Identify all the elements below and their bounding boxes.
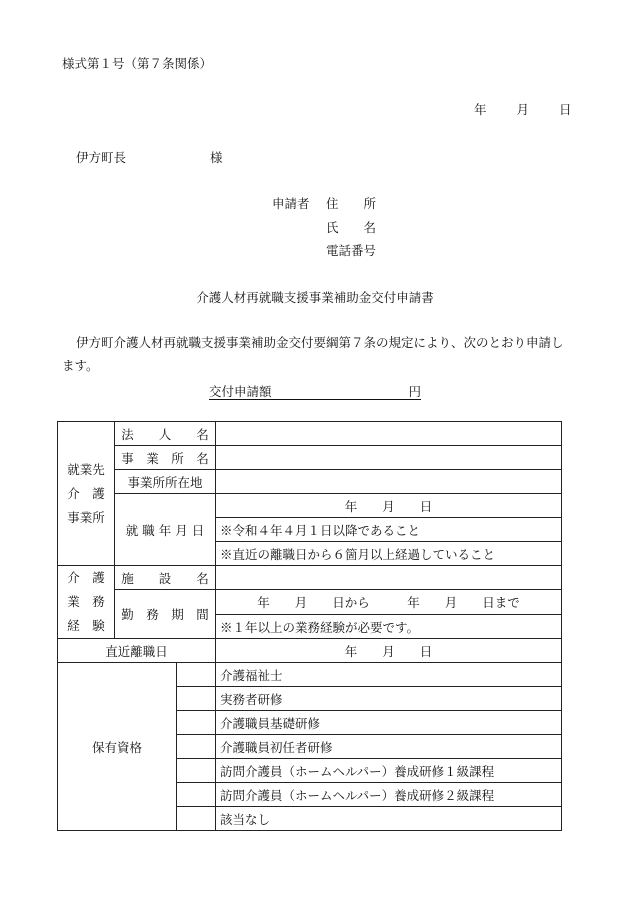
addressee-name: 伊方町長 bbox=[76, 150, 127, 165]
honorific: 様 bbox=[210, 150, 223, 165]
work-period-field[interactable]: 年 月 日から 年 月 日まで bbox=[216, 590, 562, 615]
qualification-item: 訪問介護員（ホームヘルパー）養成研修２級課程 bbox=[216, 783, 562, 807]
employment-date-label: 就 職 年 月 日 bbox=[115, 494, 216, 566]
applicant-name-label: 氏 名 bbox=[326, 220, 377, 235]
date-month-label: 月 bbox=[516, 102, 530, 117]
qualification-item: 該当なし bbox=[216, 807, 562, 831]
qualification-item: 介護職員基礎研修 bbox=[216, 711, 562, 735]
office-name-label: 事 業 所 名 bbox=[115, 446, 216, 470]
corp-name-label: 法 人 名 bbox=[115, 422, 216, 446]
experience-group-line: 業 務 bbox=[67, 594, 105, 609]
application-date bbox=[474, 100, 572, 118]
qualification-item: 実務者研修 bbox=[216, 687, 562, 711]
work-period-note: ※１年以上の業務経験が必要です。 bbox=[216, 615, 562, 639]
facility-name-label: 施 設 名 bbox=[115, 566, 216, 590]
date-day-label: 日 bbox=[559, 102, 572, 117]
office-address-label: 事業所所在地 bbox=[115, 470, 216, 494]
employment-note-2: ※直近の離職日から６箇月以上経過していること bbox=[216, 542, 562, 566]
employer-group-line: 介 護 bbox=[67, 485, 105, 501]
employment-note-1: ※令和４年４月１日以降であること bbox=[216, 518, 562, 542]
employer-group-line: 事業所 bbox=[67, 509, 105, 525]
addressee bbox=[76, 148, 223, 166]
employer-group-line: 就業先 bbox=[67, 461, 105, 477]
amount-label: 交付申請額 bbox=[209, 384, 272, 399]
qualification-item: 訪問介護員（ホームヘルパー）養成研修１級課程 bbox=[216, 759, 562, 783]
employment-date-field[interactable]: 年 月 日 bbox=[216, 494, 562, 518]
amount-unit: 円 bbox=[408, 384, 421, 399]
date-year-label: 年 bbox=[474, 102, 487, 117]
qualification-item: 介護福祉士 bbox=[216, 663, 562, 687]
last-leave-label: 直近離職日 bbox=[58, 639, 216, 663]
qualification-checkbox[interactable] bbox=[177, 807, 216, 831]
experience-group-line: 介 護 bbox=[67, 570, 105, 585]
qualification-checkbox[interactable] bbox=[177, 711, 216, 735]
document-title: 介護人材再就職支援事業補助金交付申請書 bbox=[196, 290, 434, 305]
experience-group-line: 経 験 bbox=[67, 618, 105, 633]
qualification-checkbox[interactable] bbox=[177, 735, 216, 759]
employer-group-label bbox=[58, 422, 115, 566]
facility-name-field[interactable] bbox=[216, 566, 562, 590]
office-address-field[interactable] bbox=[216, 470, 562, 494]
experience-group-label bbox=[58, 566, 115, 639]
body-text: 伊方町介護人材再就職支援事業補助金交付要綱第７条の規定により、次のとおり申請します。 bbox=[62, 335, 564, 373]
qualification-checkbox[interactable] bbox=[177, 759, 216, 783]
requested-amount bbox=[209, 382, 421, 400]
qualification-checkbox[interactable] bbox=[177, 663, 216, 687]
office-name-field[interactable] bbox=[216, 446, 562, 470]
qualification-checkbox[interactable] bbox=[177, 783, 216, 807]
qualification-checkbox[interactable] bbox=[177, 687, 216, 711]
last-leave-field[interactable]: 年 月 日 bbox=[216, 639, 562, 663]
work-period-label: 勤 務 期 間 bbox=[115, 590, 216, 639]
qualification-item: 介護職員初任者研修 bbox=[216, 735, 562, 759]
applicant-address-label: 住 所 bbox=[326, 196, 377, 211]
applicant-phone-label: 電話番号 bbox=[326, 243, 377, 258]
applicant-label: 申請者 bbox=[272, 196, 310, 211]
application-table bbox=[57, 421, 562, 831]
corp-name-field[interactable] bbox=[216, 422, 562, 446]
form-number: 様式第１号（第７条関係） bbox=[62, 56, 213, 71]
qualifications-label: 保有資格 bbox=[58, 663, 177, 831]
